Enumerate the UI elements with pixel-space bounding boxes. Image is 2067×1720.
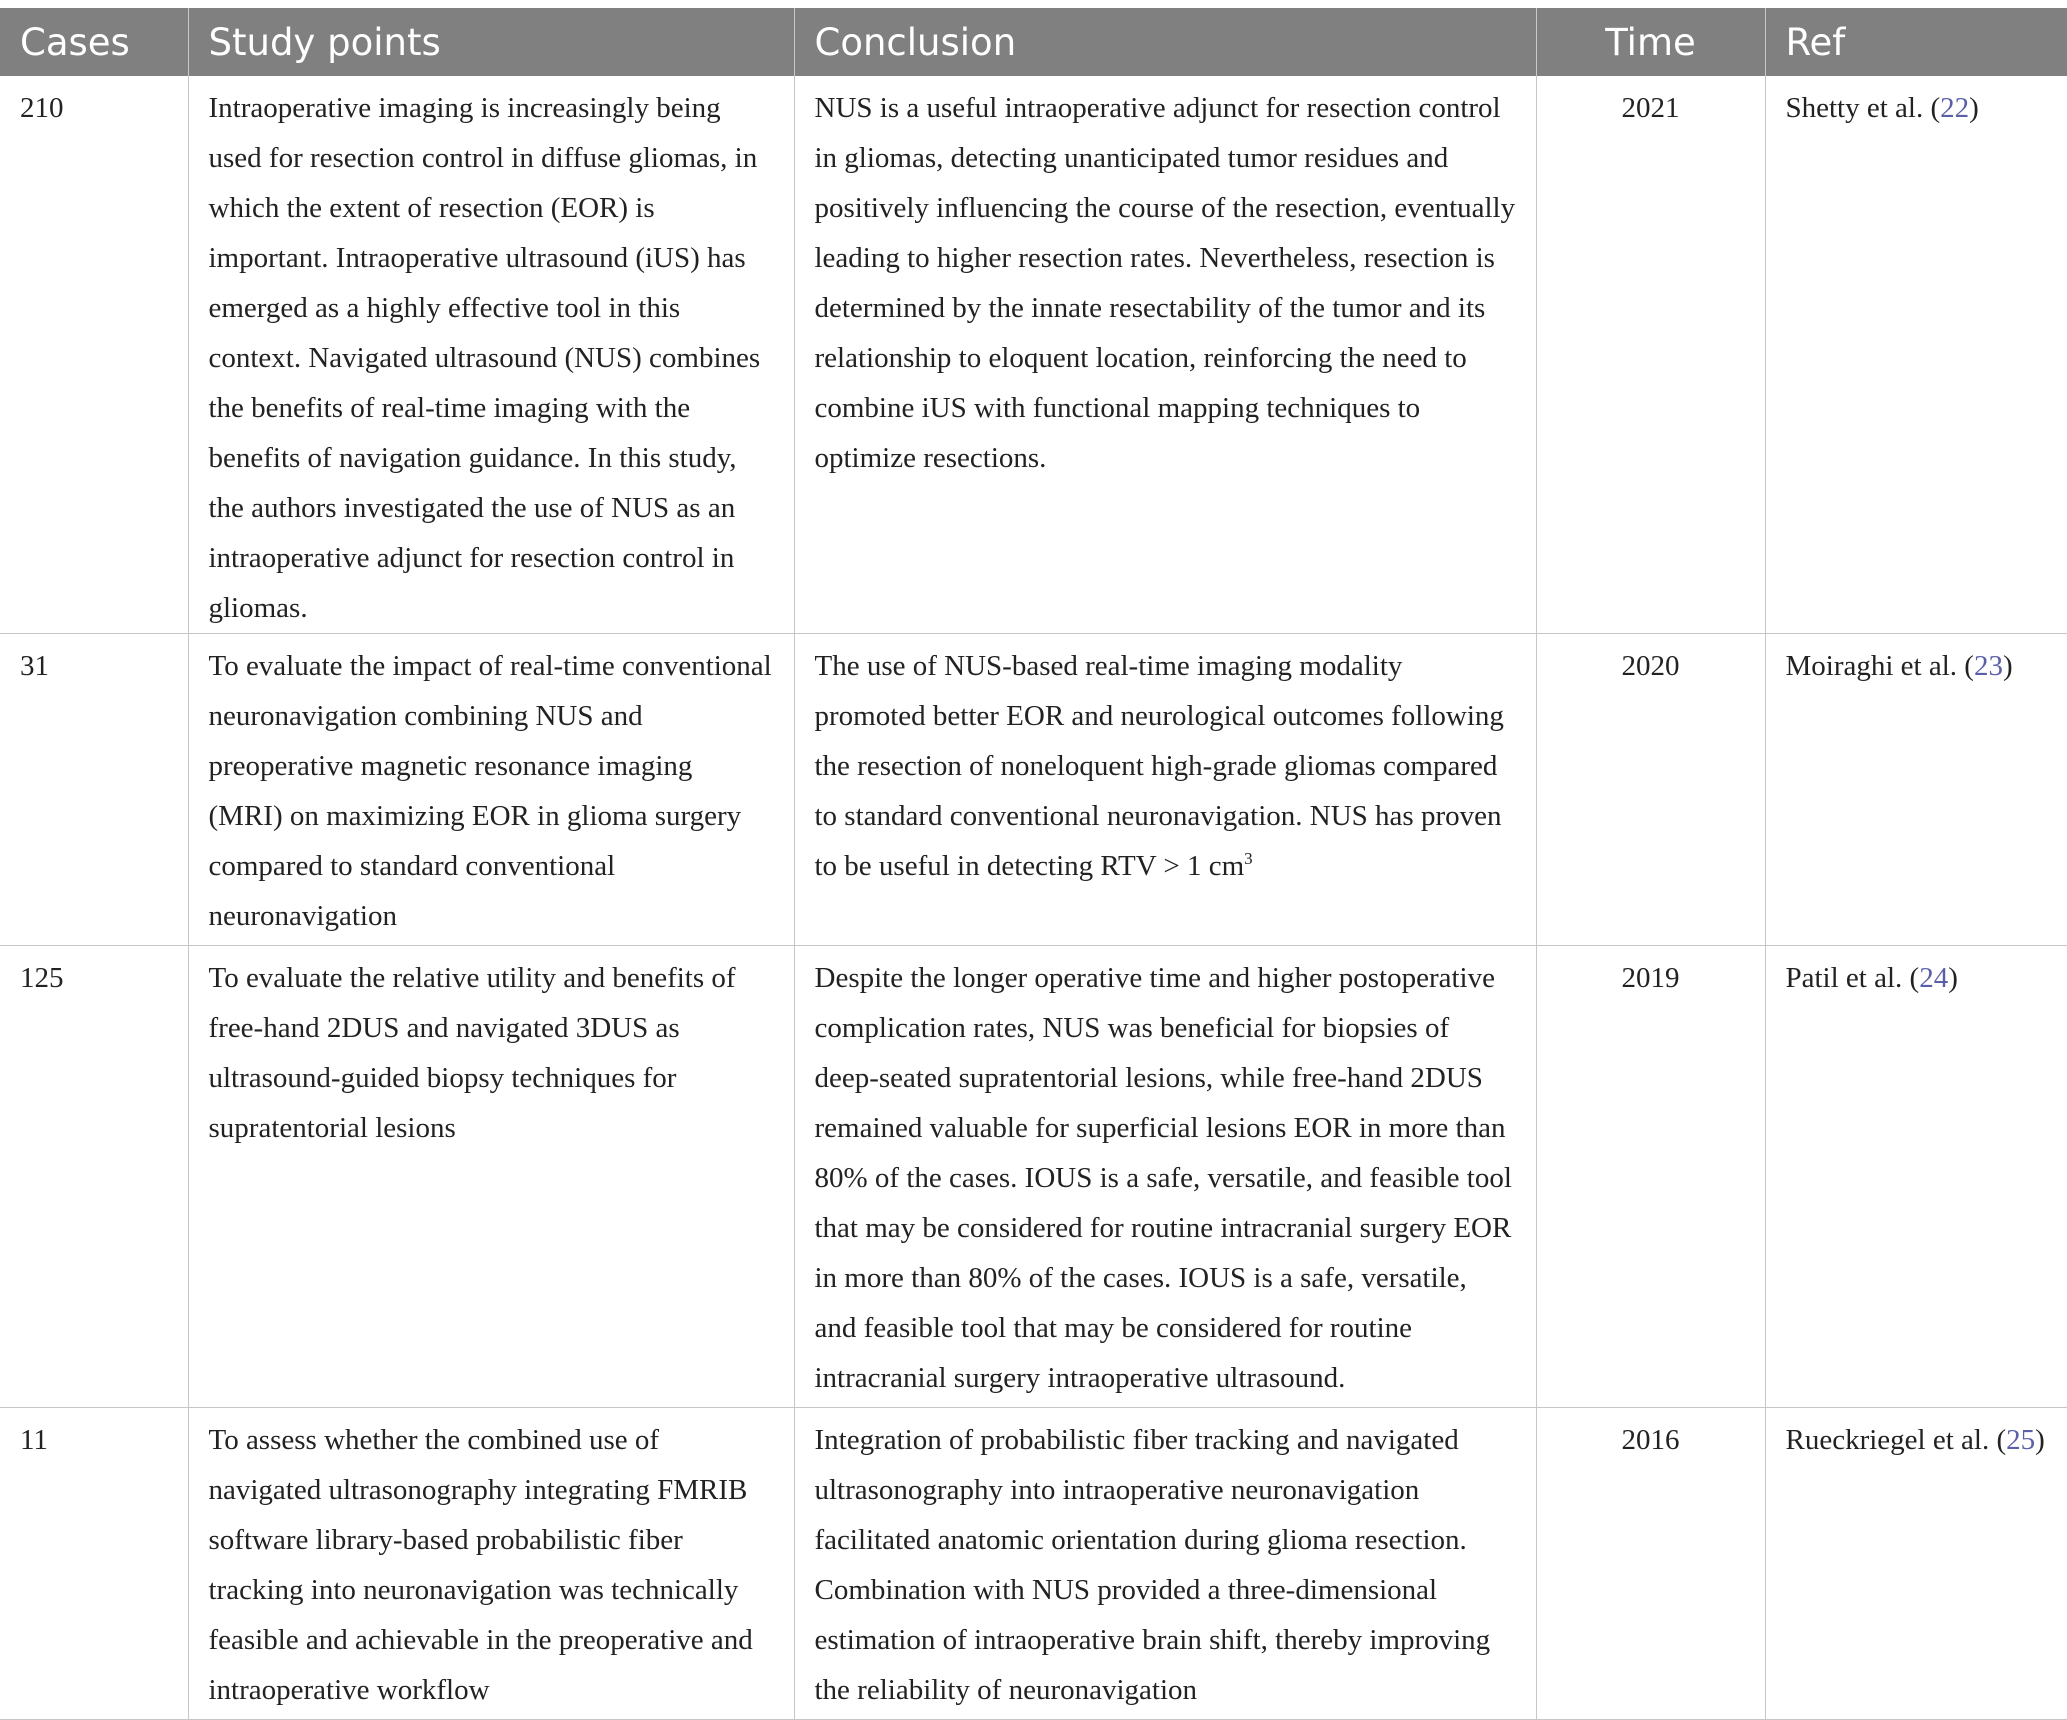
cell-cases: 11 [0,1408,188,1720]
ref-close: ) [1969,92,1979,124]
ref-number-link[interactable]: 23 [1973,650,2003,682]
table-header-row [0,8,2067,76]
header-study-points: Study points [188,8,794,76]
cell-ref [1765,76,2067,634]
table-row [0,946,2067,1408]
cell-cases: 31 [0,634,188,946]
table-row [0,1408,2067,1720]
header-ref: Ref [1765,8,2067,76]
cell-conclusion [794,634,1536,946]
cell-study-points: To evaluate the impact of real-time conventional neuronavigation combining NUS and preoperative magnetic resonance imaging (MRI) on maximizing EOR in glioma surgery compared to standard conventional neuronavigation [188,634,794,946]
header-conclusion: Conclusion [794,8,1536,76]
cell-cases: 210 [0,76,188,634]
header-time: Time [1536,8,1765,76]
table-row [0,76,2067,634]
cell-ref [1765,946,2067,1408]
ref-close: ) [1948,962,1958,994]
ref-author: Shetty et al. ( [1785,92,1941,124]
ref-number-link[interactable]: 24 [1919,962,1949,994]
cell-ref [1765,1408,2067,1720]
ref-close: ) [2035,1424,2045,1456]
conclusion-text: Integration of probabilistic fiber tracking and navigated ultrasonography into intraoperative neuronavigation facilitated anatomic orientation during glioma resection. Combination with NUS provided a three-dimensional estimation of intraoperative brain shift, thereby improving the reliability of neuronavigation [814,1424,1491,1706]
cell-time: 2016 [1536,1408,1765,1720]
ref-author: Patil et al. ( [1785,962,1920,994]
conclusion-text: Despite the longer operative time and higher postoperative complication rates, NUS was beneficial for biopsies of deep-seated supratentorial lesions, while free-hand 2DUS remained valuable for superficial lesions EOR in more than 80% of the cases. IOUS is a safe, versatile, and feasible tool that may be considered for routine intracranial surgery EOR in more than 80% of the cases. IOUS is a safe, versatile, and feasible tool that may be considered for routine intracranial surgery intraoperative ultrasound. [814,962,1512,1394]
ref-author: Moiraghi et al. ( [1785,650,1974,682]
cell-conclusion [794,76,1536,634]
cell-conclusion [794,1408,1536,1720]
cell-study-points: To evaluate the relative utility and benefits of free-hand 2DUS and navigated 3DUS as ultrasound-guided biopsy techniques for supratentorial lesions [188,946,794,1408]
header-cases: Cases [0,8,188,76]
cell-time: 2020 [1536,634,1765,946]
conclusion-text: The use of NUS-based real-time imaging modality promoted better EOR and neurological outcomes following the resection of noneloquent high-grade gliomas compared to standard conventional neuronavigation. NUS has proven to be useful in detecting RTV > 1 cm [814,650,1504,882]
cell-ref [1765,634,2067,946]
studies-table [0,8,2067,1720]
cell-time: 2019 [1536,946,1765,1408]
ref-close: ) [2002,650,2013,682]
cell-time: 2021 [1536,76,1765,634]
ref-number-link[interactable]: 25 [2006,1424,2036,1456]
cell-study-points: Intraoperative imaging is increasingly being used for resection control in diffuse gliomas, in which the extent of resection (EOR) is important. Intraoperative ultrasound (iUS) has emerged as a highly effective tool in this context. Navigated ultrasound (NUS) combines the benefits of real-time imaging with the benefits of navigation guidance. In this study, the authors investigated the use of NUS as an intraoperative adjunct for resection control in gliomas. [188,76,794,634]
cell-conclusion [794,946,1536,1408]
cell-study-points: To assess whether the combined use of navigated ultrasonography integrating FMRIB software library-based probabilistic fiber tracking into neuronavigation was technically feasible and achievable in the preoperative and intraoperative workflow [188,1408,794,1720]
ref-author: Rueckriegel et al. ( [1785,1424,2007,1456]
studies-table-container [0,8,2067,1720]
table-row [0,634,2067,946]
conclusion-superscript: 3 [1244,848,1253,868]
conclusion-text: NUS is a useful intraoperative adjunct for resection control in gliomas, detecting unanticipated tumor residues and positively influencing the course of the resection, eventually leading to higher resection rates. Nevertheless, resection is determined by the innate resectability of the tumor and its relationship to eloquent location, reinforcing the need to combine iUS with functional mapping techniques to optimize resections. [814,92,1516,474]
ref-number-link[interactable]: 22 [1940,92,1970,124]
cell-cases: 125 [0,946,188,1408]
